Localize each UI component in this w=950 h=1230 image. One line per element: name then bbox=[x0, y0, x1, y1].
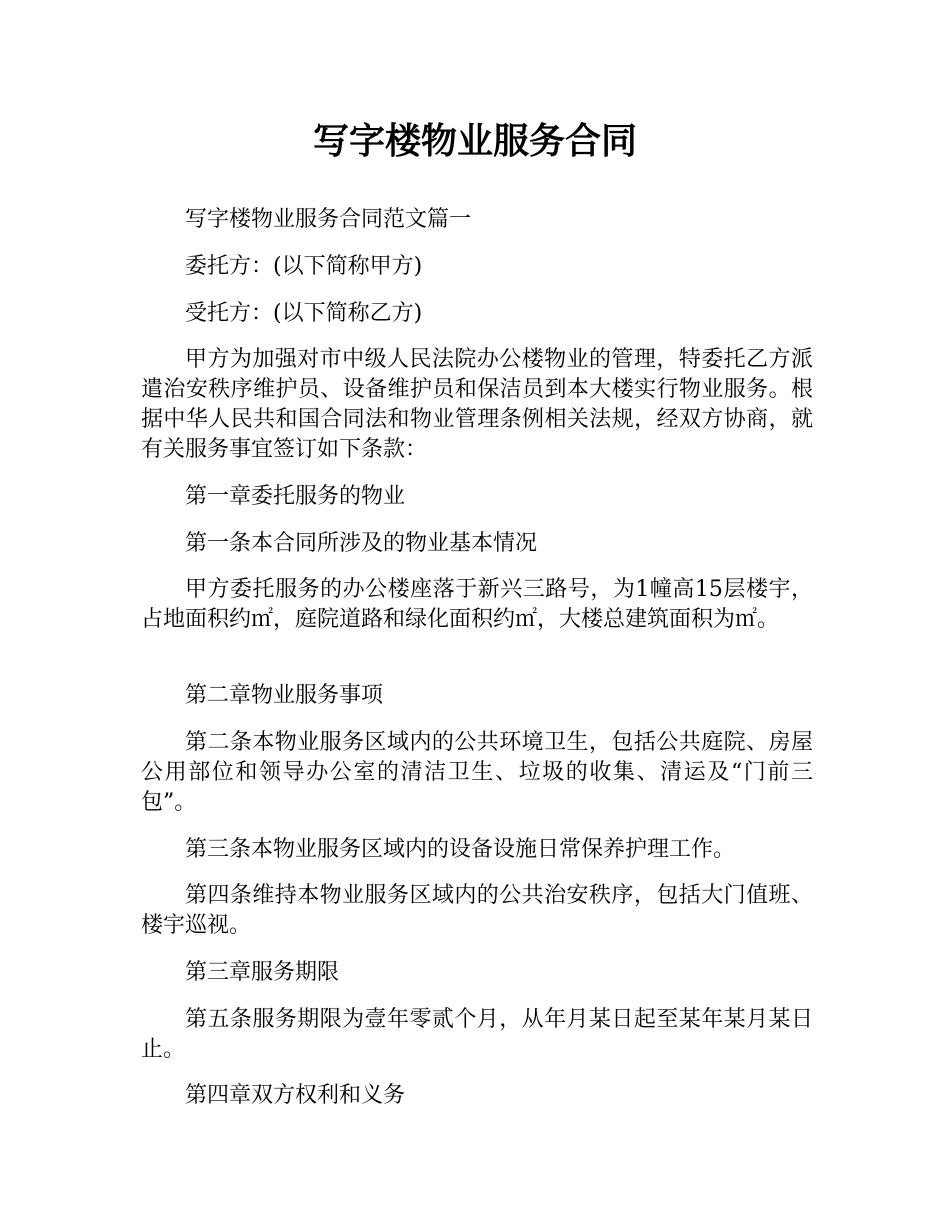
paragraph-article-2: 第二条本物业服务区域内的公共环境卫生，包括公共庭院、房屋公用部位和领导办公室的清洁卫生、垃圾的收集、清运及“门前三包”。 bbox=[141, 730, 813, 815]
paragraph-preamble: 甲方为加强对市中级人民法院办公楼物业的管理，特委托乙方派遣治安秩序维护员、设备维护员和保洁员到本大楼实行物业服务。根据中华人民共和国合同法和物业管理条例相关法规，经双方协商，就有关服务事宜签订如下条款： bbox=[141, 347, 813, 462]
paragraph-article-3: 第三条本物业服务区域内的设备设施日常保养护理工作。 bbox=[185, 837, 736, 862]
document-title: 写字楼物业服务合同 bbox=[312, 121, 637, 162]
paragraph-chapter-4: 第四章双方权利和义务 bbox=[185, 1083, 406, 1108]
paragraph-article-1-detail: 甲方委托服务的办公楼座落于新兴三路号，为1幢高15层楼宇，占地面积约㎡，庭院道路和绿化面积约㎡，大楼总建筑面积为㎡。 bbox=[141, 577, 813, 632]
paragraph-chapter-1: 第一章委托服务的物业 bbox=[185, 484, 406, 509]
paragraph-article-5: 第五条服务期限为壹年零贰个月，从年月某日起至某年某月某日止。 bbox=[141, 1007, 813, 1062]
paragraph-chapter-2: 第二章物业服务事项 bbox=[185, 683, 384, 708]
paragraph-party-b: 受托方：(以下简称乙方) bbox=[185, 301, 423, 326]
paragraph-article-1: 第一条本合同所涉及的物业基本情况 bbox=[185, 531, 538, 556]
paragraph-subtitle: 写字楼物业服务合同范文篇一 bbox=[185, 207, 472, 232]
paragraph-article-4: 第四条维持本物业服务区域内的公共治安秩序，包括大门值班、楼宇巡视。 bbox=[141, 883, 813, 938]
paragraph-party-a: 委托方：(以下简称甲方) bbox=[185, 254, 423, 279]
paragraph-chapter-3: 第三章服务期限 bbox=[185, 960, 340, 985]
